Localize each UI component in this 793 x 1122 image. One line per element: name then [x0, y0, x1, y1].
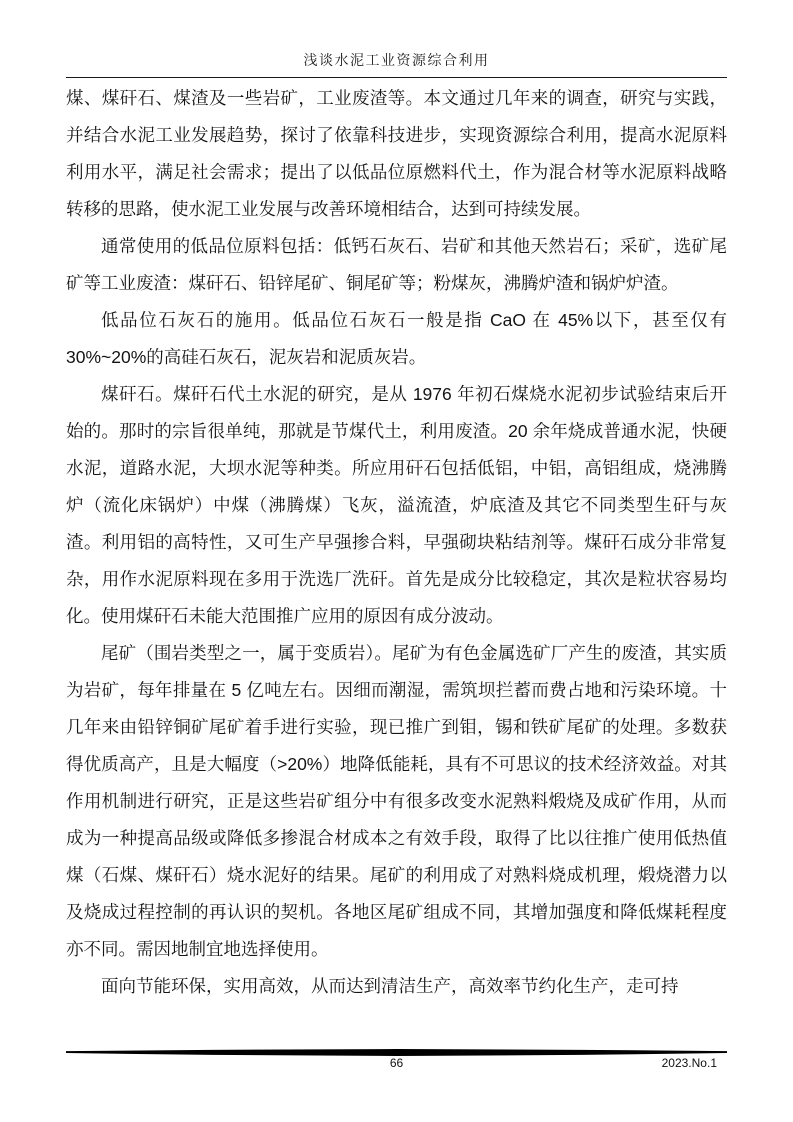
body-paragraph: 低品位石灰石的施用。低品位石灰石一般是指 CaO 在 45%以下，甚至仅有30%~20%的高硅石灰石，泥灰岩和泥质灰岩。	[66, 310, 727, 367]
footer-page-number: 66	[389, 1056, 404, 1070]
page-header-title: 浅谈水泥工业资源综合利用	[303, 54, 490, 69]
body-paragraph: 煤矸石。煤矸石代土水泥的研究，是从 1976 年初石煤烧水泥初步试验结束后开始的。那时的宗旨很单纯，那就是节煤代土，利用废渣。20 余年烧成普通水泥，快硬水泥，道路水泥，大坝水泥等种类。所应用矸石包括低铝，中铝，高铝组成，烧沸腾炉（流化床锅炉）中煤（沸腾煤）飞灰，溢流渣，炉底渣及其它不同类型生矸与灰渣。利用铝的高特性，又可生产早强掺合料，早强砌块粘结剂等。煤矸石成分非常复杂，用作水泥原料现在多用于洗选厂洗矸。首先是成分比较稳定，其次是粒状容易均化。使用煤矸石未能大范围推广应用的原因有成分波动。	[66, 384, 727, 626]
body-paragraph: 通常使用的低品位原料包括：低钙石灰石、岩矿和其他天然岩石；采矿，选矿尾矿等工业废渣：煤矸石、铅锌尾矿、铜尾矿等；粉煤灰，沸腾炉渣和锅炉炉渣。	[66, 236, 727, 293]
body-paragraph: 面向节能环保，实用高效，从而达到清洁生产，高效率节约化生产，走可持	[101, 976, 679, 996]
document-body	[66, 80, 727, 1005]
footer-issue-number: 2023.No.1	[661, 1056, 717, 1070]
header-rule	[66, 77, 727, 78]
body-paragraph: 尾矿（围岩类型之一，属于变质岩）。尾矿为有色金属选矿厂产生的废渣，其实质为岩矿，每年排量在 5 亿吨左右。因细而潮湿，需筑坝拦蓄而费占地和污染环境。十几年来由铅锌铜矿尾矿着手进行实验，现已推广到钼，锡和铁矿尾矿的处理。多数获得优质高产，且是大幅度（>20%）地降低能耗，具有不可思议的技术经济效益。对其作用机制进行研究，正是这些岩矿组分中有很多改变水泥熟料煅烧及成矿作用，从而成为一种提高品级或降低多掺混合材成本之有效手段，取得了比以往推广使用低热值煤（石煤、煤矸石）烧水泥好的结果。尾矿的利用成了对熟料烧成机理，煅烧潜力以及烧成过程控制的再认识的契机。各地区尾矿组成不同，其增加强度和降低煤耗程度亦不同。需因地制宜地选择使用。	[66, 643, 727, 959]
body-paragraph: 煤、煤矸石、煤渣及一些岩矿，工业废渣等。本文通过几年来的调查，研究与实践，并结合水泥工业发展趋势，探讨了依靠科技进步，实现资源综合利用，提高水泥原料利用水平，满足社会需求；提出了以低品位原燃料代土，作为混合材等水泥原料战略转移的思路，使水泥工业发展与改善环境相结合，达到可持续发展。	[66, 88, 727, 219]
footer-rule	[66, 1049, 727, 1056]
